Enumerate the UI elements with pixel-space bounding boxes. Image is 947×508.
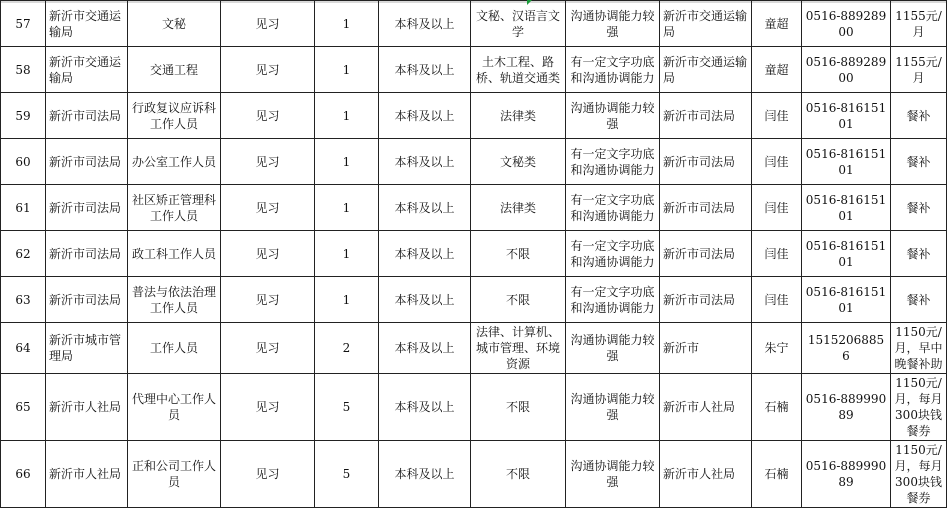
education-cell[interactable]: 本科及以上 <box>379 139 471 185</box>
major-cell[interactable]: 不限 <box>471 441 566 508</box>
unit-cell[interactable]: 新沂市交通运输局 <box>46 47 128 93</box>
pay-cell[interactable]: 餐补 <box>891 139 947 185</box>
pay-cell[interactable]: 1155元/月 <box>891 1 947 47</box>
pay-cell[interactable]: 1150元/月，早中晚餐补助 <box>891 323 947 374</box>
job-type-cell[interactable]: 见习 <box>221 47 315 93</box>
position-cell[interactable]: 社区矫正管理科工作人员 <box>128 185 221 231</box>
position-cell[interactable]: 行政复议应诉科工作人员 <box>128 93 221 139</box>
row-number-cell[interactable]: 57 <box>1 1 46 47</box>
unit-cell[interactable]: 新沂市城市管理局 <box>46 323 128 374</box>
table-row[interactable] <box>1 93 947 139</box>
table-row[interactable] <box>1 231 947 277</box>
education-cell[interactable]: 本科及以上 <box>379 323 471 374</box>
count-cell[interactable]: 1 <box>315 277 379 323</box>
phone-cell[interactable]: 0516-81615101 <box>802 277 891 323</box>
major-cell[interactable]: 不限 <box>471 277 566 323</box>
count-cell[interactable]: 5 <box>315 441 379 508</box>
phone-cell[interactable]: 0516-81615101 <box>802 231 891 277</box>
pay-cell[interactable]: 1150元/月，每月300块钱餐券 <box>891 374 947 441</box>
location-cell[interactable]: 新沂市交通运输局 <box>660 47 752 93</box>
unit-cell[interactable]: 新沂市司法局 <box>46 185 128 231</box>
row-number-cell[interactable]: 60 <box>1 139 46 185</box>
job-type-cell[interactable]: 见习 <box>221 93 315 139</box>
position-cell[interactable]: 文秘 <box>128 1 221 47</box>
phone-cell[interactable]: 0516-88999089 <box>802 374 891 441</box>
position-cell[interactable]: 正和公司工作人员 <box>128 441 221 508</box>
position-cell[interactable]: 交通工程 <box>128 47 221 93</box>
job-type-cell[interactable]: 见习 <box>221 374 315 441</box>
major-cell[interactable]: 文秘、汉语言文学 <box>471 1 566 47</box>
job-type-cell[interactable]: 见习 <box>221 139 315 185</box>
position-cell[interactable]: 工作人员 <box>128 323 221 374</box>
row-number-cell[interactable]: 66 <box>1 441 46 508</box>
count-cell[interactable]: 1 <box>315 93 379 139</box>
major-cell[interactable]: 法律类 <box>471 185 566 231</box>
row-number-cell[interactable]: 58 <box>1 47 46 93</box>
unit-cell[interactable]: 新沂市人社局 <box>46 374 128 441</box>
contact-cell[interactable]: 闫佳 <box>752 185 802 231</box>
education-cell[interactable]: 本科及以上 <box>379 231 471 277</box>
table-row[interactable] <box>1 374 947 441</box>
count-cell[interactable]: 1 <box>315 185 379 231</box>
requirement-cell[interactable]: 有一定文字功底和沟通协调能力 <box>566 47 660 93</box>
requirement-cell[interactable]: 沟通协调能力较强 <box>566 374 660 441</box>
location-cell[interactable]: 新沂市司法局 <box>660 231 752 277</box>
count-cell[interactable]: 1 <box>315 231 379 277</box>
position-cell[interactable]: 政工科工作人员 <box>128 231 221 277</box>
location-cell[interactable]: 新沂市司法局 <box>660 277 752 323</box>
pay-cell[interactable]: 1150元/月，每月300块钱餐券 <box>891 441 947 508</box>
pay-cell[interactable]: 餐补 <box>891 231 947 277</box>
count-cell[interactable]: 1 <box>315 139 379 185</box>
requirement-cell[interactable]: 有一定文字功底和沟通协调能力 <box>566 185 660 231</box>
location-cell[interactable]: 新沂市司法局 <box>660 93 752 139</box>
contact-cell[interactable]: 朱宁 <box>752 323 802 374</box>
education-cell[interactable]: 本科及以上 <box>379 441 471 508</box>
location-cell[interactable]: 新沂市人社局 <box>660 441 752 508</box>
location-cell[interactable]: 新沂市司法局 <box>660 139 752 185</box>
row-number-cell[interactable]: 62 <box>1 231 46 277</box>
table-row[interactable] <box>1 323 947 374</box>
cell-comment-marker <box>527 0 532 5</box>
position-cell[interactable]: 代理中心工作人员 <box>128 374 221 441</box>
requirement-cell[interactable]: 沟通协调能力较强 <box>566 441 660 508</box>
unit-cell[interactable]: 新沂市司法局 <box>46 139 128 185</box>
table-row[interactable] <box>1 139 947 185</box>
position-cell[interactable]: 办公室工作人员 <box>128 139 221 185</box>
education-cell[interactable]: 本科及以上 <box>379 185 471 231</box>
unit-cell[interactable]: 新沂市交通运输局 <box>46 1 128 47</box>
education-cell[interactable]: 本科及以上 <box>379 93 471 139</box>
unit-cell[interactable]: 新沂市司法局 <box>46 93 128 139</box>
phone-cell[interactable]: 0516-88928900 <box>802 1 891 47</box>
major-cell[interactable]: 法律类 <box>471 93 566 139</box>
job-type-cell[interactable]: 见习 <box>221 277 315 323</box>
contact-cell[interactable]: 石楠 <box>752 374 802 441</box>
count-cell[interactable]: 5 <box>315 374 379 441</box>
row-number-cell[interactable]: 65 <box>1 374 46 441</box>
table-row[interactable] <box>1 441 947 508</box>
major-cell[interactable]: 不限 <box>471 231 566 277</box>
job-type-cell[interactable]: 见习 <box>221 323 315 374</box>
position-cell[interactable]: 普法与依法治理工作人员 <box>128 277 221 323</box>
phone-cell[interactable]: 15152068856 <box>802 323 891 374</box>
phone-cell[interactable]: 0516-81615101 <box>802 185 891 231</box>
requirement-cell[interactable]: 沟通协调能力较强 <box>566 93 660 139</box>
contact-cell[interactable]: 童超 <box>752 47 802 93</box>
requirement-cell[interactable]: 沟通协调能力较强 <box>566 323 660 374</box>
requirement-cell[interactable]: 有一定文字功底和沟通协调能力 <box>566 231 660 277</box>
requirement-cell[interactable]: 有一定文字功底和沟通协调能力 <box>566 277 660 323</box>
phone-cell[interactable]: 0516-81615101 <box>802 139 891 185</box>
count-cell[interactable]: 2 <box>315 323 379 374</box>
education-cell[interactable]: 本科及以上 <box>379 277 471 323</box>
requirement-cell[interactable]: 沟通协调能力较强 <box>566 1 660 47</box>
job-type-cell[interactable]: 见习 <box>221 441 315 508</box>
education-cell[interactable]: 本科及以上 <box>379 47 471 93</box>
count-cell[interactable]: 1 <box>315 47 379 93</box>
requirement-cell[interactable]: 有一定文字功底和沟通协调能力 <box>566 139 660 185</box>
education-cell[interactable]: 本科及以上 <box>379 374 471 441</box>
job-type-cell[interactable]: 见习 <box>221 231 315 277</box>
major-cell[interactable]: 不限 <box>471 374 566 441</box>
contact-cell[interactable]: 童超 <box>752 1 802 47</box>
table-body <box>1 1 947 508</box>
unit-cell[interactable]: 新沂市司法局 <box>46 231 128 277</box>
job-type-cell[interactable]: 见习 <box>221 185 315 231</box>
location-cell[interactable]: 新沂市交通运输局 <box>660 1 752 47</box>
phone-cell[interactable]: 0516-88928900 <box>802 47 891 93</box>
table-row[interactable] <box>1 1 947 47</box>
contact-cell[interactable]: 闫佳 <box>752 231 802 277</box>
contact-cell[interactable]: 石楠 <box>752 441 802 508</box>
major-cell[interactable]: 文秘类 <box>471 139 566 185</box>
location-cell[interactable]: 新沂市 <box>660 323 752 374</box>
location-cell[interactable]: 新沂市司法局 <box>660 185 752 231</box>
row-number-cell[interactable]: 64 <box>1 323 46 374</box>
education-cell[interactable]: 本科及以上 <box>379 1 471 47</box>
pay-cell[interactable]: 餐补 <box>891 277 947 323</box>
table-row[interactable] <box>1 185 947 231</box>
pay-cell[interactable]: 餐补 <box>891 93 947 139</box>
job-type-cell[interactable]: 见习 <box>221 1 315 47</box>
contact-cell[interactable]: 闫佳 <box>752 139 802 185</box>
phone-cell[interactable]: 0516-88999089 <box>802 441 891 508</box>
pay-cell[interactable]: 1155元/月 <box>891 47 947 93</box>
contact-cell[interactable]: 闫佳 <box>752 277 802 323</box>
unit-cell[interactable]: 新沂市司法局 <box>46 277 128 323</box>
table-row[interactable] <box>1 277 947 323</box>
row-number-cell[interactable]: 63 <box>1 277 46 323</box>
row-number-cell[interactable]: 59 <box>1 93 46 139</box>
phone-cell[interactable]: 0516-81615101 <box>802 93 891 139</box>
major-cell[interactable]: 法律、计算机、城市管理、环境资源 <box>471 323 566 374</box>
pay-cell[interactable]: 餐补 <box>891 185 947 231</box>
major-cell[interactable]: 土木工程、路桥、轨道交通类 <box>471 47 566 93</box>
count-cell[interactable]: 1 <box>315 1 379 47</box>
table-row[interactable] <box>1 47 947 93</box>
unit-cell[interactable]: 新沂市人社局 <box>46 441 128 508</box>
contact-cell[interactable]: 闫佳 <box>752 93 802 139</box>
location-cell[interactable]: 新沂市人社局 <box>660 374 752 441</box>
row-number-cell[interactable]: 61 <box>1 185 46 231</box>
